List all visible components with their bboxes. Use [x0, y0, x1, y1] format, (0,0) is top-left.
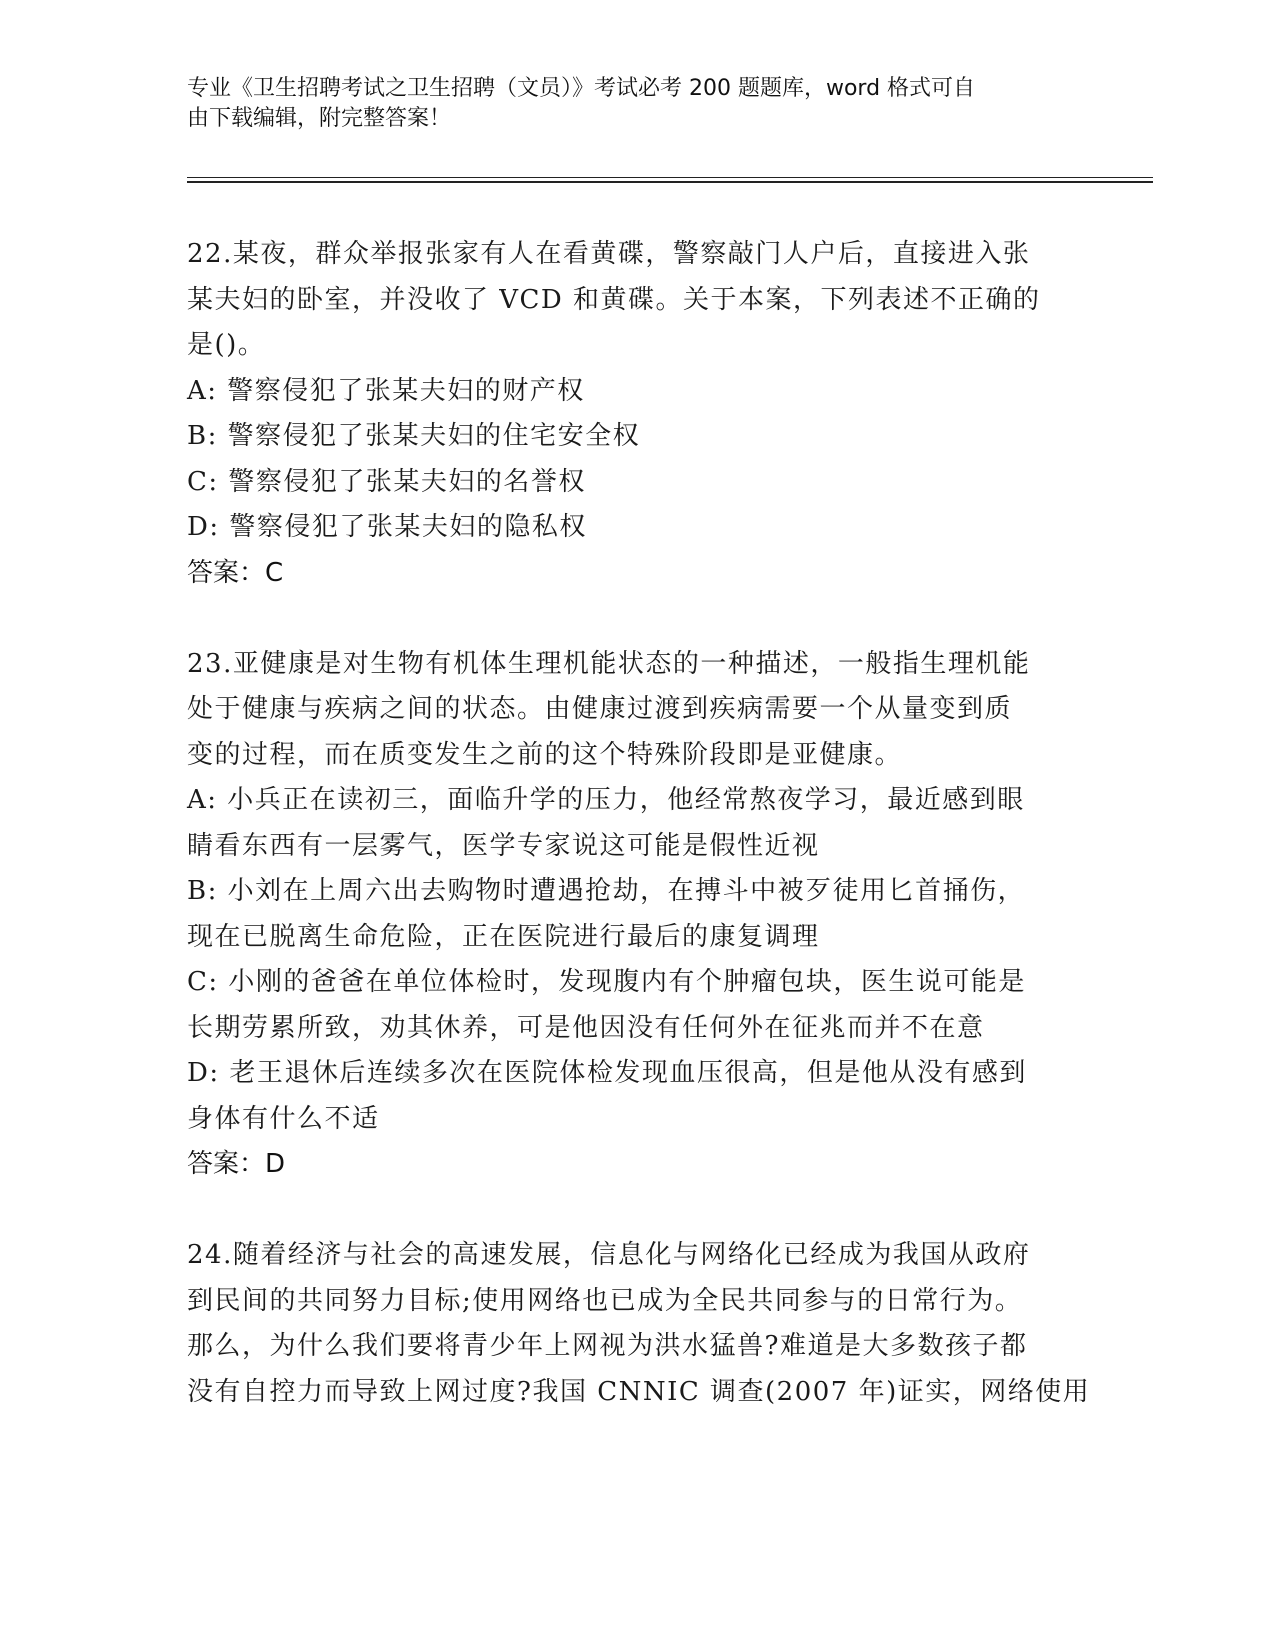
option-d-continued: 身体有什么不适	[187, 1103, 380, 1134]
option-b: B: 小刘在上周六出去购物时遭遇抢劫，在搏斗中被歹徒用匕首捅伤，	[187, 876, 1026, 906]
question-stem-line: 是()。	[187, 330, 266, 360]
question-stem-line: 处于健康与疾病之间的状态。由健康过渡到疾病需要一个从量变到质	[187, 694, 1013, 724]
option-c-continued: 长期劳累所致，劝其休养，可是他因没有任何外在征兆而并不在意	[187, 1012, 985, 1043]
option-a: A: 小兵正在读初三，面临升学的压力，他经常熬夜学习，最近感到眼	[187, 785, 1025, 815]
option-a-continued: 睛看东西有一层雾气，医学专家说这可能是假性近视	[187, 830, 820, 861]
question-stem-line: 某夫妇的卧室，并没收了 VCD 和黄碟。关于本案，下列表述不正确的	[187, 284, 1041, 315]
option-c: C: 警察侵犯了张某夫妇的名誉权	[187, 466, 586, 497]
option-b-continued: 现在已脱离生命危险，正在医院进行最后的康复调理	[187, 921, 820, 952]
question-stem-line: 22.某夜，群众举报张家有人在看黄碟，警察敲门人户后，直接进入张	[187, 239, 1031, 269]
question-list	[187, 232, 1091, 1415]
answer-label: 答案：C	[187, 557, 284, 588]
document-header	[187, 74, 1067, 134]
question-stem-line: 没有自控力而导致上网过度?我国 CNNIC 调查(2007 年)证实，网络使用	[187, 1376, 1091, 1407]
header-line-1: 专业《卫生招聘考试之卫生招聘（文员）》考试必考 200 题题库，word 格式可自	[187, 76, 976, 101]
question-stem-line: 23.亚健康是对生物有机体生理机能状态的一种描述，一般指生理机能	[187, 648, 1031, 679]
option-a: A: 警察侵犯了张某夫妇的财产权	[187, 375, 585, 406]
question-stem-line: 那么，为什么我们要将青少年上网视为洪水猛兽?难道是大多数孩子都	[187, 1331, 1028, 1361]
question-stem-line: 到民间的共同努力目标;使用网络也已成为全民共同参与的日常行为。	[187, 1285, 1023, 1316]
header-divider-thick	[187, 181, 1153, 183]
header-divider-thin	[187, 177, 1153, 178]
option-d: D: 警察侵犯了张某夫妇的隐私权	[187, 512, 587, 542]
question-spacer	[187, 596, 1087, 642]
question-24	[187, 1233, 1091, 1415]
question-stem-line: 变的过程，而在质变发生之前的这个特殊阶段即是亚健康。	[187, 739, 903, 770]
question-spacer	[187, 1188, 1087, 1234]
answer-label: 答案：D	[187, 1149, 286, 1179]
option-c: C: 小刚的爸爸在单位体检时，发现腹内有个肿瘤包块，医生说可能是	[187, 967, 1026, 997]
question-stem-line: 24.随着经济与社会的高速发展，信息化与网络化已经成为我国从政府	[187, 1240, 1031, 1270]
option-d: D: 老王退休后连续多次在医院体检发现血压很高，但是他从没有感到	[187, 1058, 1027, 1088]
question-23	[187, 642, 1087, 1188]
question-22	[187, 232, 1087, 596]
option-b: B: 警察侵犯了张某夫妇的住宅安全权	[187, 421, 641, 451]
header-line-2: 由下载编辑，附完整答案！	[187, 106, 452, 131]
